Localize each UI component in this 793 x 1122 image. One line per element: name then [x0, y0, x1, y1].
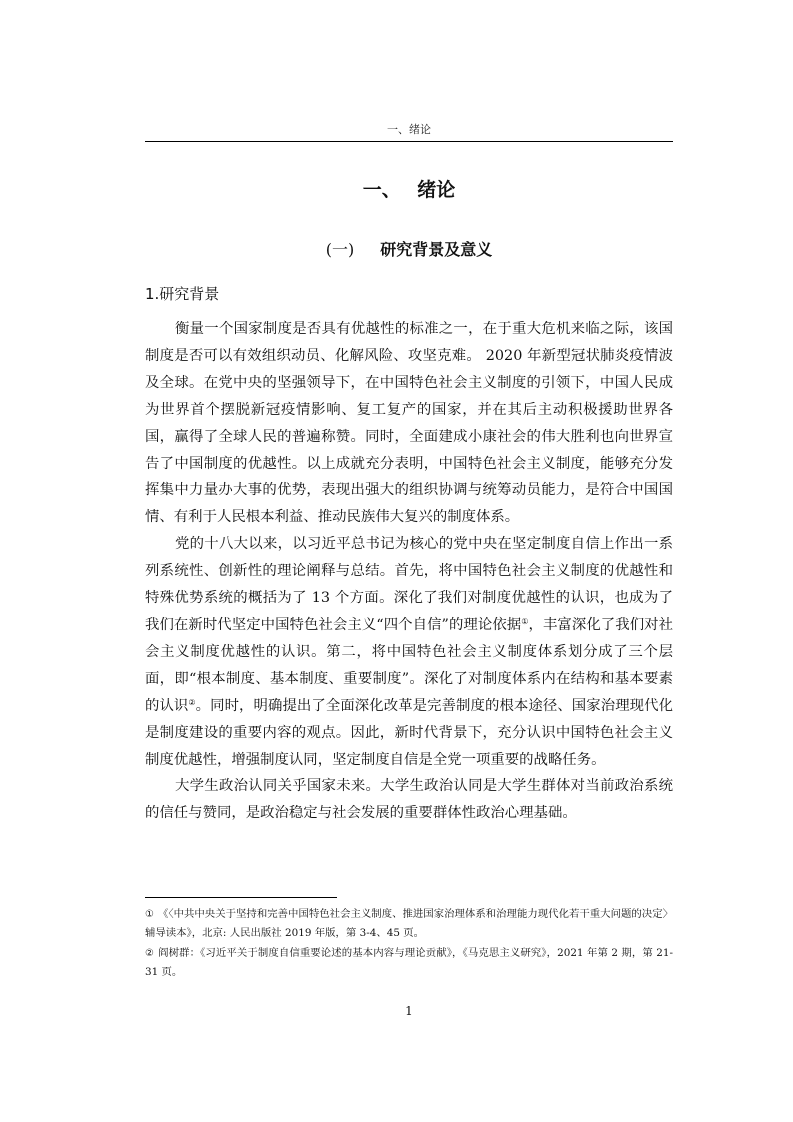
paragraph-3: 大学生政治认同关乎国家未来。大学生政治认同是大学生群体对当前政治系统的信任与赞同，是政治稳定与社会发展的重要群体性政治心理基础。 — [145, 778, 673, 822]
body-text — [145, 316, 673, 827]
running-header: 一、绪论 — [387, 123, 431, 136]
paragraph-2-part-2: ，丰富深化了我们对社会主义制度优越性的认识。第二，将中国特色社会主义制度体系划分成了三个层面，即“根本制度、基本制度、重要制度”。深化了对制度体系内在结构和基本要素的认识 — [145, 616, 673, 714]
paragraph-2 — [145, 531, 673, 773]
section-number: (一) — [325, 240, 355, 259]
footnote-ref-1[interactable]: ① — [521, 616, 529, 626]
footnote-2-mark: ② — [145, 948, 155, 959]
paragraph-2-part-1: 党的十八大以来，以习近平总书记为核心的党中央在坚定制度自信上作出一系列系统性、创新性的理论阐释与总结。首先，将中国特色社会主义制度的优越性和特殊优势系统的概括为了 13 个方面。深化了我们对制度优越性的认识，也成为了我们在新时代坚定中国特色社会主义“四个自信”的理论依据 — [145, 536, 673, 633]
subsection-title: 1.研究背景 — [145, 285, 220, 303]
section-title — [145, 237, 673, 263]
footnote-ref-2[interactable]: ② — [188, 697, 196, 707]
footnote-1-mark: ① — [145, 909, 154, 920]
section-title-text: 研究背景及意义 — [380, 240, 493, 259]
footnote-1-text: 《〈中共中央关于坚持和完善中国特色社会主义制度、推进国家治理体系和治理能力现代化若干重大问题的决定〉辅导读本》，北京: 人民出版社 2019 年版，第 3-4、45 页。 — [145, 908, 673, 939]
paragraph-2-part-3: 。同时，明确提出了全面深化改革是完善制度的根本途径、国家治理现代化是制度建设的重要内容的观点。因此，新时代背景下，充分认识中国特色社会主义制度优越性，增强制度认同，坚定制度自信是全党一项重要的战略任务。 — [145, 697, 673, 768]
footnote-2-text: 阎树群：《习近平关于制度自信重要论述的基本内容与理论贡献》，《马克思主义研究》，2021 年第 2 期，第 21-31 页。 — [145, 947, 673, 978]
footnote-2 — [145, 944, 673, 981]
paragraph-1: 衡量一个国家制度是否具有优越性的标准之一，在于重大危机来临之际，该国制度是否可以有效组织动员、化解风险、攻坚克难。 2020 年新型冠状肺炎疫情波及全球。在党中央的坚强领导下，在中国特色社会主义制度的引领下，中国人民成为世界首个摆脱新冠疫情影响、复工复产的国家，并在其后主动积极援助世界各国，赢得了全球人民的普遍称赞。同时，全面建成小康社会的伟大胜利也向世界宣告了中国制度的优越性。以上成就充分表明，中国特色社会主义制度，能够充分发挥集中力量办大事的优势，表现出强大的组织协调与统筹动员能力，是符合中国国情、有利于人民根本利益、推动民族伟大复兴的制度体系。 — [145, 321, 673, 526]
page-number: 1 — [405, 1004, 413, 1018]
footnotes — [145, 905, 673, 983]
footnote-rule — [145, 897, 337, 898]
chapter-title: 一、 绪论 — [362, 179, 456, 201]
header-rule — [145, 141, 673, 142]
footnote-1 — [145, 905, 673, 942]
